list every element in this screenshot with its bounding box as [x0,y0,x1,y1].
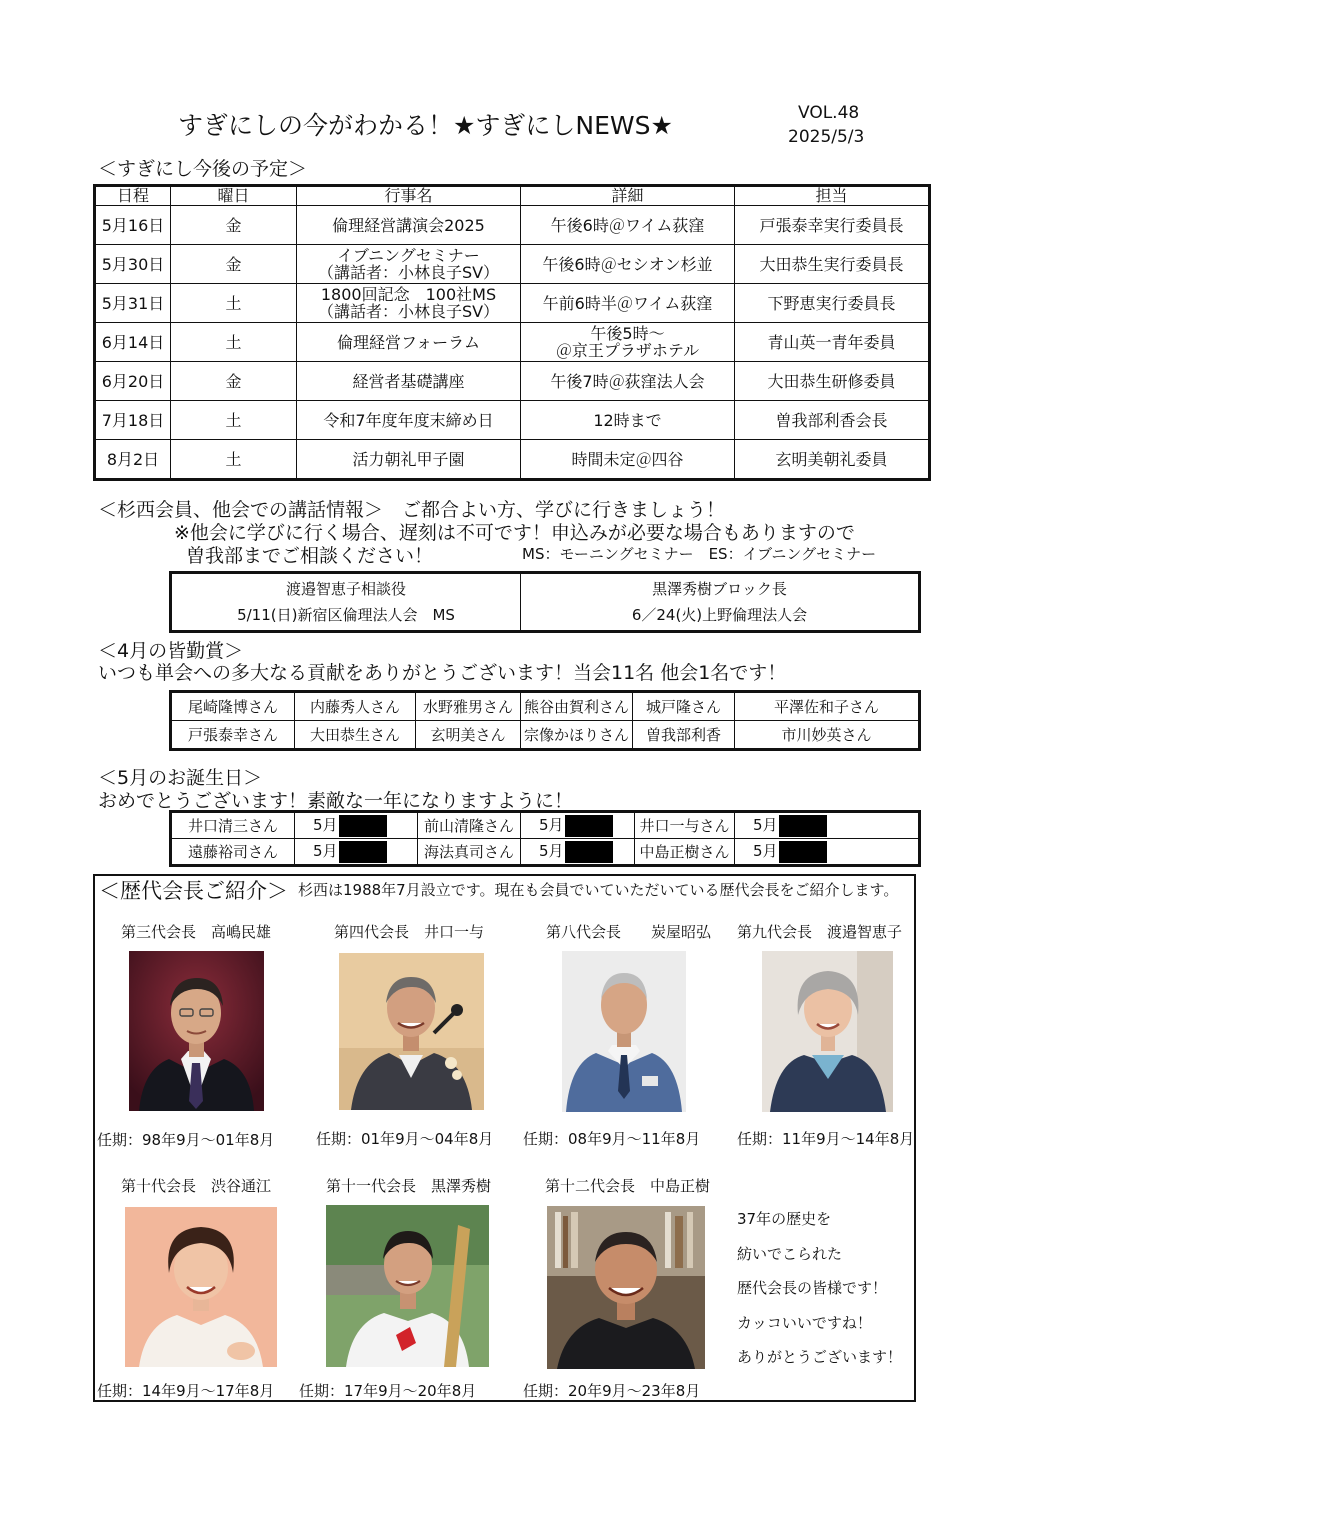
schedule-detail-text: 午前6時半＠ワイム荻窪 [542,293,713,313]
schedule-day [171,362,297,401]
birthday-date [735,839,920,866]
redaction-block [779,815,827,837]
schedule-day-text: 土 [225,332,242,352]
president-photo [547,1206,705,1369]
col-header: 曜日 [171,186,297,206]
schedule-event [297,362,521,401]
birthday-name: 井口清三さん [171,812,295,839]
schedule-header-row [95,186,930,206]
lecturer-name: 渡邉智恵子相談役 [285,580,406,598]
attendee-name: 水野雅男さん [416,692,521,721]
table-row [171,839,920,866]
schedule-day-text: 土 [225,410,242,430]
redaction-block [565,841,613,863]
birthday-month: 5月 [753,816,778,835]
president-photo [129,951,264,1111]
schedule-row [95,362,930,401]
table-row [171,721,920,750]
president-photo [762,951,893,1112]
schedule-person-text: 下野恵実行委員長 [767,293,896,313]
presidents-intro: 杉西は1988年7月設立です。現在も会員でいていただいている歴代会長をご紹介します。 [298,881,899,899]
schedule-date-text: 7月18日 [101,410,165,430]
schedule-date [95,362,171,401]
attendee-name: 宗像かほりさん [521,721,633,750]
birthday-name: 海法真司さん [418,839,521,866]
closing-message [737,1202,902,1375]
president-term: 任期：08年9月～11年8月 [523,1130,701,1148]
schedule-event [297,284,521,323]
president-photo [125,1207,277,1367]
attendee-name: 城戸隆さん [633,692,735,721]
schedule-event-text: 令和7年度年度末締め日 [323,410,494,430]
birthday-date [735,812,920,839]
schedule-person-text: 玄明美朝礼委員 [775,449,888,469]
birthday-name: 井口一与さん [635,812,735,839]
birthday-name: 遠藤裕司さん [171,839,295,866]
schedule-day [171,245,297,284]
schedule-detail [521,401,735,440]
schedule-date [95,206,171,245]
birthday-month: 5月 [313,816,338,835]
closing-line: 歴代会長の皆様です！ [737,1279,888,1297]
schedule-detail-text: 午後6時＠セシオン杉並 [542,254,713,274]
president-term: 任期：98年9月～01年8月 [97,1131,275,1149]
schedule-event-text: 倫理経営講演会2025 [332,215,485,235]
birthday-date [521,839,635,866]
attendee-name: 平澤佐和子さん [735,692,920,721]
schedule-person [735,284,930,323]
schedule-detail-text: 午後5時～ [590,324,665,343]
schedule-date [95,440,171,480]
schedule-event [297,401,521,440]
schedule-day [171,323,297,362]
lecture-item [521,573,920,632]
schedule-row [95,323,930,362]
schedule-row [95,440,930,480]
attendee-name: 内藤秀人さん [295,692,416,721]
newsletter-title: すぎにしの今がわかる！★すぎにしNEWS★ [178,111,673,140]
attendee-name: 尾崎隆博さん [171,692,295,721]
lectures-legend: MS：モーニングセミナー ES：イブニングセミナー [522,545,877,563]
schedule-person-text: 大田恭生研修委員 [767,371,896,391]
schedule-event [297,206,521,245]
schedule-day-text: 金 [225,215,242,235]
schedule-row [95,206,930,245]
table-row [171,692,920,721]
birthday-date [295,812,418,839]
schedule-person [735,323,930,362]
schedule-date [95,245,171,284]
issue-date: 2025/5/3 [788,127,865,147]
schedule-table [93,184,931,481]
schedule-detail-text: 時間未定＠四谷 [571,449,684,469]
schedule-day [171,206,297,245]
schedule-detail-text: 午後7時＠荻窪法人会 [550,371,705,391]
schedule-date-text: 8月2日 [106,449,160,469]
schedule-detail [521,206,735,245]
schedule-day-text: 金 [225,254,242,274]
redaction-block [779,841,827,863]
birthday-month: 5月 [539,816,564,835]
schedule-person [735,206,930,245]
attendee-name: 玄明美さん [416,721,521,750]
birthday-message: おめでとうございます！素敵な一年になりますように！ [98,790,574,812]
closing-line: 紡いでこられた [737,1244,843,1263]
schedule-event-text: （講話者：小林良子SV） [317,263,500,282]
birthday-table [169,810,921,867]
schedule-person-text: 曽我部利香会長 [775,410,888,430]
col-header: 日程 [95,186,171,206]
schedule-date-text: 5月31日 [101,293,165,313]
schedule-event-text: 活力朝礼甲子園 [352,449,465,469]
schedule-detail [521,284,735,323]
schedule-person [735,401,930,440]
schedule-date-text: 6月14日 [101,332,165,352]
schedule-person-text: 戸張泰幸実行委員長 [759,215,904,235]
schedule-event-text: イブニングセミナー [337,246,480,265]
schedule-detail [521,245,735,284]
schedule-detail-text: 12時まで [593,410,662,430]
attendee-name: 熊谷由賀利さん [521,692,633,721]
schedule-event [297,440,521,480]
birthday-heading: ＜5月のお誕生日＞ [98,767,263,789]
president-title: 第九代会長 渡邉智恵子 [737,923,903,941]
attendee-name: 戸張泰幸さん [171,721,295,750]
schedule-detail [521,323,735,362]
schedule-detail [521,362,735,401]
president-term: 任期：17年9月～20年8月 [299,1382,477,1400]
birthday-month: 5月 [539,842,564,861]
schedule-date [95,323,171,362]
birthday-name: 前山清隆さん [418,812,521,839]
president-photo [326,1205,489,1367]
president-photo [562,951,686,1112]
schedule-person-text: 大田恭生実行委員長 [759,254,904,274]
attendee-name: 曽我部利香 [633,721,735,750]
redaction-block [565,815,613,837]
lecture-item [171,573,521,632]
col-header: 行事名 [297,186,521,206]
president-term: 任期：11年9月～14年8月 [737,1130,915,1148]
schedule-person [735,245,930,284]
president-title: 第八代会長 炭屋昭弘 [546,923,712,941]
lectures-table [169,571,921,633]
schedule-date-text: 5月16日 [101,215,165,235]
schedule-row [95,245,930,284]
schedule-row [95,401,930,440]
birthday-month: 5月 [753,842,778,861]
president-title: 第十二代会長 中島正樹 [545,1177,711,1195]
lectures-note-2: 曽我部までご相談ください！ [186,545,434,567]
schedule-day [171,284,297,323]
col-header: 担当 [735,186,930,206]
closing-line: ありがとうございます！ [737,1348,903,1366]
schedule-date [95,284,171,323]
schedule-day-text: 土 [225,293,242,313]
schedule-event-text: （講話者：小林良子SV） [317,302,500,321]
birthday-month: 5月 [313,842,338,861]
attendance-message: いつも単会への多大なる貢献をありがとうございます！当会11名 他会1名です！ [98,662,787,684]
lectures-heading: ＜杉西会員、他会での講話情報＞ ご都合よい方、学びに行きましょう！ [98,499,726,521]
redaction-block [339,815,387,837]
attendance-heading: ＜4月の皆勤賞＞ [98,640,244,662]
president-title: 第十一代会長 黒澤秀樹 [326,1177,492,1195]
closing-line: 37年の歴史を [737,1210,832,1228]
volume-number: VOL.48 [798,103,860,123]
lecture-info: 6／24(火)上野倫理法人会 [631,606,808,624]
schedule-day [171,401,297,440]
schedule-heading: ＜すぎにし今後の予定＞ [98,158,308,180]
col-header: 詳細 [521,186,735,206]
lectures-note: ※他会に学びに行く場合、遅刻は不可です！申込みが必要な場合もありますので [174,522,855,544]
schedule-person-text: 青山英一青年委員 [767,332,896,352]
attendance-table [169,690,921,751]
president-term: 任期：14年9月～17年8月 [97,1382,275,1400]
schedule-day-text: 金 [225,371,242,391]
schedule-person [735,440,930,480]
schedule-event [297,245,521,284]
schedule-date-text: 6月20日 [101,371,165,391]
president-title: 第四代会長 井口一与 [334,923,485,941]
lecture-info: 5/11(日)新宿区倫理法人会 MS [237,606,455,624]
president-term: 任期：20年9月～23年8月 [523,1382,701,1400]
president-photo [339,953,484,1110]
redaction-block [339,841,387,863]
birthday-name: 中島正樹さん [635,839,735,866]
attendee-name: 市川妙英さん [735,721,920,750]
schedule-detail [521,440,735,480]
schedule-day-text: 土 [225,449,242,469]
president-title: 第十代会長 渋谷通江 [121,1177,272,1195]
schedule-date [95,401,171,440]
schedule-detail-text: 午後6時＠ワイム荻窪 [550,215,705,235]
closing-line: カッコいいですね！ [737,1313,872,1332]
schedule-event-text: 経営者基礎講座 [352,371,465,391]
birthday-date [295,839,418,866]
schedule-person [735,362,930,401]
schedule-event-text: 1800回記念 100社MS [320,285,497,304]
schedule-row [95,284,930,323]
presidents-heading: ＜歴代会長ご紹介＞ [99,879,288,903]
birthday-date [521,812,635,839]
schedule-event-text: 倫理経営フォーラム [336,332,481,352]
schedule-detail-text: ＠京王プラザホテル [555,341,700,360]
attendee-name: 大田恭生さん [295,721,416,750]
schedule-date-text: 5月30日 [101,254,165,274]
schedule-day [171,440,297,480]
president-title: 第三代会長 高嶋民雄 [121,923,272,941]
lecturer-name: 黒澤秀樹ブロック長 [652,580,787,598]
president-term: 任期：01年9月～04年8月 [316,1130,494,1148]
table-row [171,812,920,839]
schedule-event [297,323,521,362]
